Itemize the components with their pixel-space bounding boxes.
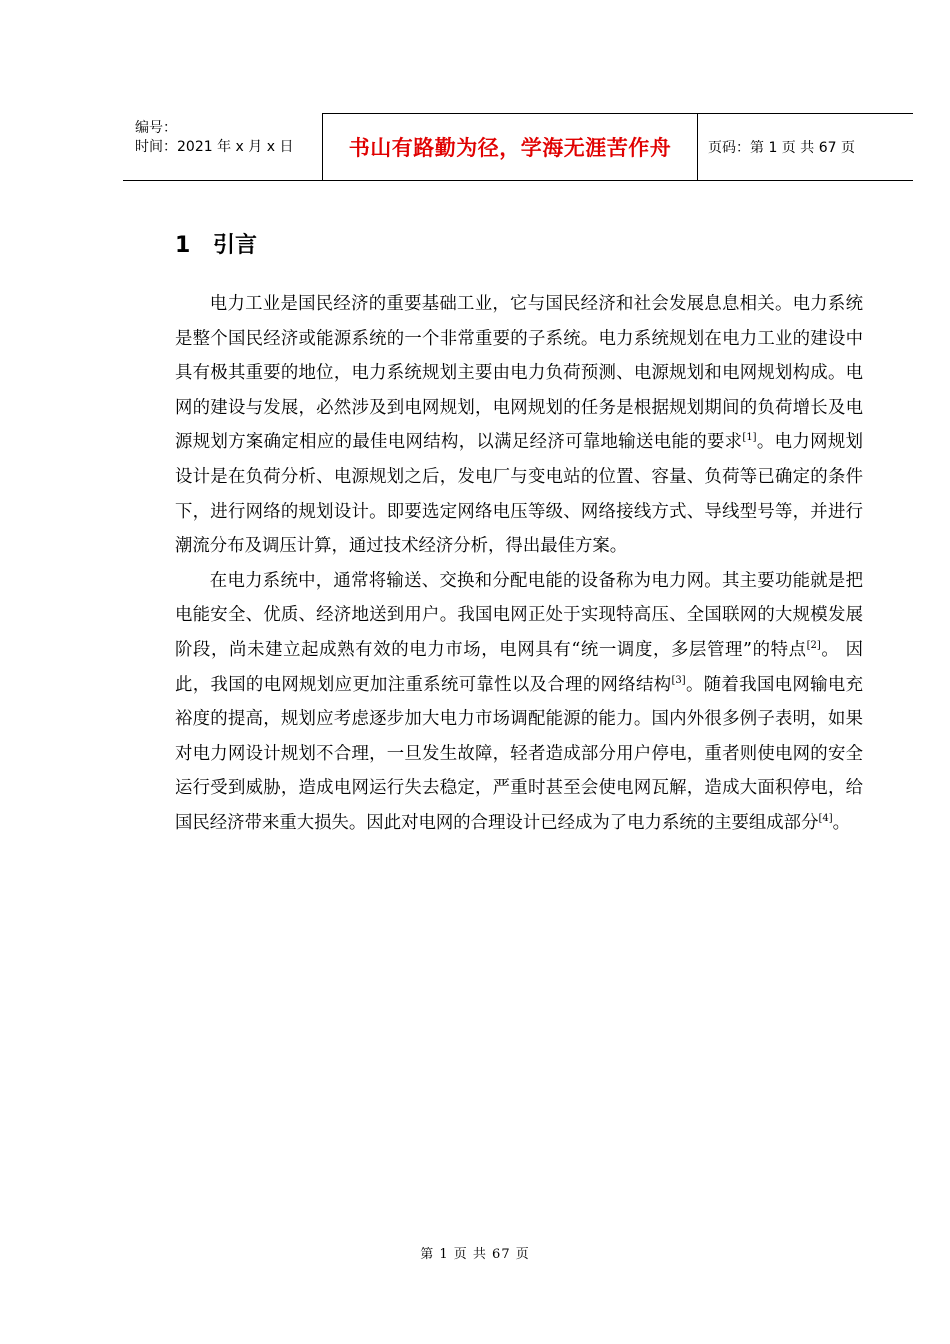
paragraph-text: 。 因此，我国的电网规划应更加注重系统可靠性以及合理的网络结构 <box>175 639 863 695</box>
citation-ref: [2] <box>806 640 821 652</box>
paragraph-1 <box>175 287 863 564</box>
paragraph-text: 。随着我国电网输电充裕度的提高，规划应考虑逐步加大电力市场调配能源的能力。国内外很多例子表明，如果对电力网设计规划不合理，一旦发生故障，轻者造成部分用户停电，重者则使电网的安全运行受到威胁，造成电网运行失去稳定，严重时甚至会使电网瓦解，造成大面积停电，给国民经济带来重大损失。因此对电网的合理设计已经成为了电力系统的主要组成部分 <box>175 674 863 833</box>
page-header <box>123 113 913 181</box>
body-text <box>175 287 863 841</box>
section-title: 引言 <box>213 233 258 258</box>
section-heading <box>175 228 257 259</box>
document-number-label: 编号： <box>135 120 177 136</box>
motto-text: 书山有路勤为径，学海无涯苦作舟 <box>348 134 672 160</box>
header-info-cell <box>123 113 323 180</box>
paragraph-2 <box>175 564 863 841</box>
section-number: 1 <box>175 233 191 258</box>
paragraph-text: 。 <box>832 812 851 833</box>
page-footer: 第 1 页 共 67 页 <box>420 1247 530 1262</box>
header-page-cell <box>698 113 913 180</box>
citation-ref: [3] <box>671 674 686 686</box>
header-motto-cell <box>323 113 698 180</box>
paragraph-text: 。电力网规划设计是在负荷分析、电源规划之后，发电厂与变电站的位置、容量、负荷等已确定的条件下，进行网络的规划设计。即要选定网络电压等级、网络接线方式、导线型号等，并进行潮流分布及调压计算，通过技术经济分析，得出最佳方案。 <box>175 432 863 557</box>
citation-ref: [4] <box>818 813 833 825</box>
paragraph-text: 在电力系统中，通常将输送、交换和分配电能的设备称为电力网。其主要功能就是把电能安全、优质、经济地送到用户。我国电网正处于实现特高压、全国联网的大规模发展阶段，尚未建立起成熟有效的电力市场，电网具有“统一调度，多层管理”的特点 <box>175 570 863 660</box>
header-page-label: 页码：第 1 页 共 67 页 <box>708 139 855 156</box>
document-time-label: 时间：2021 年 x 月 x 日 <box>135 139 294 155</box>
paragraph-text: 电力工业是国民经济的重要基础工业，它与国民经济和社会发展息息相关。电力系统是整个国民经济或能源系统的一个非常重要的子系统。电力系统规划在电力工业的建设中具有极其重要的地位，电力系统规划主要由电力负荷预测、电源规划和电网规划构成。电网的建设与发展，必然涉及到电网规划，电网规划的任务是根据规划期间的负荷增长及电源规划方案确定相应的最佳电网结构，以满足经济可靠地输送电能的要求 <box>175 294 863 453</box>
citation-ref: [1] <box>742 432 757 444</box>
